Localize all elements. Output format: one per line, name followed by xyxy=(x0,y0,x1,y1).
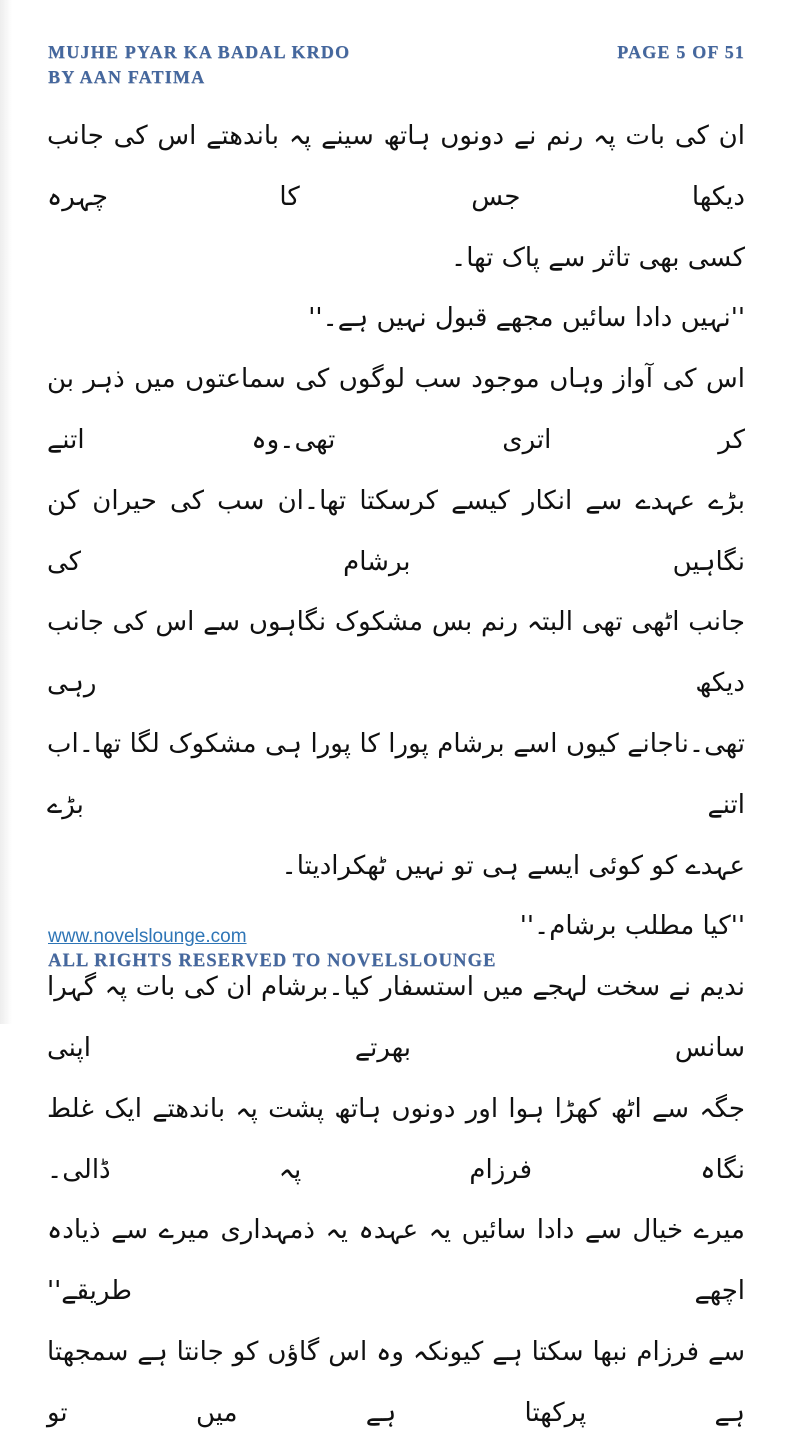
author-line: BY AAN FATIMA xyxy=(48,67,206,87)
website-link[interactable]: www.novelslounge.com xyxy=(48,926,247,947)
page-header xyxy=(48,40,745,90)
page-edge-shadow xyxy=(0,0,12,1024)
story-line: ''نہیں دادا سائیں مجھے قبول نہیں ہے۔'' xyxy=(308,303,745,334)
story-line: جانب اٹھی تھی البتہ رنم بس مشکوک نگاہوں سے اس کی جانب دیکھ رہی xyxy=(47,607,745,699)
story-text xyxy=(47,106,745,1444)
page-footer xyxy=(48,925,496,973)
rights-notice: ALL RIGHTS RESERVED TO NOVELSLOUNGE xyxy=(48,951,497,971)
header-title-block xyxy=(48,40,350,90)
story-line: ''کیا مطلب برشام۔'' xyxy=(519,911,745,942)
story-line: میرے خیال سے دادا سائیں یہ عہدہ یہ ذمہداری میرے سے ذیادہ اچھے طریقے'' xyxy=(47,1215,745,1307)
story-line: عہدے کو کوئی ایسے ہی تو نہیں ٹھکرادیتا۔ xyxy=(281,850,745,881)
story-line: جگہ سے اٹھ کھڑا ہوا اور دونوں ہاتھ پشت پہ باندھتے ایک غلط نگاہ فرزام پہ ڈالی۔ xyxy=(47,1093,745,1185)
story-line: ندیم نے سخت لہجے میں استسفار کیا۔برشام ان کی بات پہ گہرا سانس بھرتے اپنی xyxy=(47,972,745,1063)
page-indicator: PAGE 5 OF 51 xyxy=(617,42,745,62)
story-line: ان کی بات پہ رنم نے دونوں ہاتھ سینے پہ باندھتے اس کی جانب دیکھا جس کا چہرہ xyxy=(47,121,745,212)
story-line: تھی۔ناجانے کیوں اسے برشام پورا کا پورا ہی مشکوک لگا تھا۔اب اتنے بڑے xyxy=(47,728,745,820)
book-title: MUJHE PYAR KA BADAL KRDO xyxy=(48,42,351,62)
story-line: کسی بھی تاثر سے پاک تھا۔ xyxy=(450,242,745,273)
story-line: بڑے عہدے سے انکار کیسے کرسکتا تھا۔ان سب کی حیران کن نگاہیں برشام کی xyxy=(47,485,745,577)
story-line: سے فرزام نبھا سکتا ہے کیونکہ وہ اس گاؤں کو جانتا ہے سمجھتا ہے پرکھتا ہے میں تو xyxy=(47,1336,745,1428)
story-line: اس کی آواز وہاں موجود سب لوگوں کی سماعتوں میں ذہر بن کر اتری تھی۔وہ اتنے xyxy=(47,364,745,455)
